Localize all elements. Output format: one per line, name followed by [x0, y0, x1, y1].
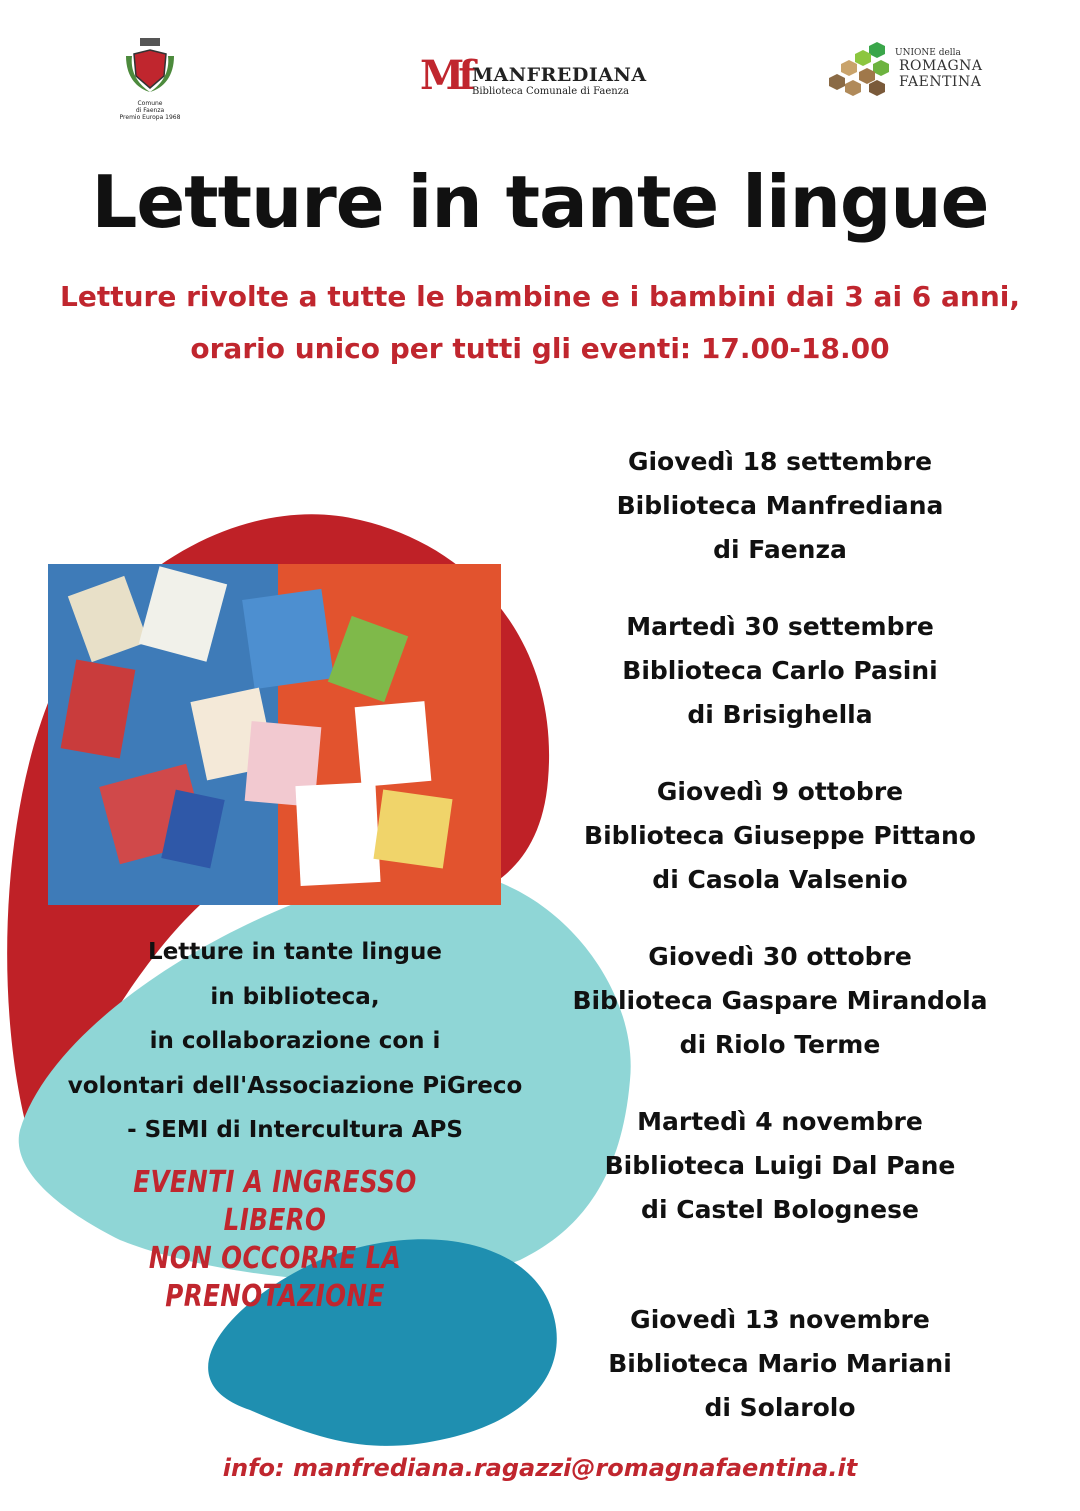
event-place: di Castel Bolognese [641, 1195, 919, 1224]
event-date: Giovedì 9 ottobre [656, 777, 904, 806]
collaboration-line: in biblioteca, [210, 983, 380, 1010]
event-library: Biblioteca Luigi Dal Pane [604, 1151, 956, 1180]
event-date: Martedì 4 novembre [637, 1107, 923, 1136]
collaboration-line: in collaborazione con i [149, 1028, 441, 1054]
manfrediana-name: MANFREDIANA [472, 64, 647, 86]
subtitle-line-1: Letture rivolte a tutte le bambine e i bambini dai 3 ai 6 anni, [59, 280, 1021, 313]
event-place: di Faenza [713, 535, 847, 564]
comune-logo-line3: Premio Europa 1968 [119, 114, 181, 121]
event-item [560, 935, 1000, 1067]
collaboration-note [40, 930, 550, 1153]
event-item [560, 605, 1000, 737]
event-library: Biblioteca Mario Mariani [608, 1349, 952, 1378]
comune-faenza-logo [115, 36, 185, 121]
unione-logo-line3: FAENTINA [899, 74, 982, 90]
event-place: di Riolo Terme [679, 1030, 881, 1059]
event-date: Giovedì 30 ottobre [648, 942, 912, 971]
unione-romagna-faentina-logo [825, 40, 995, 110]
event-place: di Casola Valsenio [652, 865, 908, 894]
subtitle-line-2: orario unico per tutti gli eventi: 17.00-18.00 [190, 332, 890, 365]
event-item [560, 770, 1000, 902]
free-entry-notice [82, 1164, 467, 1316]
event-date: Giovedì 18 settembre [627, 447, 933, 476]
comune-logo-line1: Comune [137, 100, 163, 107]
books-photo [48, 564, 501, 905]
event-library: Biblioteca Manfrediana [616, 491, 944, 520]
free-entry-line: EVENTI A INGRESSO LIBERO [133, 1165, 417, 1238]
event-date: Martedì 30 settembre [626, 612, 934, 641]
collaboration-line: - SEMI di Intercultura APS [127, 1117, 463, 1143]
event-item [560, 440, 1000, 572]
manfrediana-mark: Mf [420, 52, 470, 99]
event-date: Giovedì 13 novembre [630, 1305, 930, 1334]
unione-logo-line1: UNIONE della [895, 48, 961, 58]
event-library: Biblioteca Giuseppe Pittano [584, 821, 976, 850]
collaboration-line: Letture in tante lingue [148, 939, 442, 965]
manfrediana-subtitle: Biblioteca Comunale di Faenza [472, 86, 629, 97]
comune-logo-line2: di Faenza [135, 107, 165, 114]
event-place: di Brisighella [687, 700, 873, 729]
page-title: Letture in tante lingue [91, 160, 989, 244]
collaboration-line: volontari dell'Associazione PiGreco [67, 1072, 523, 1099]
info-email[interactable]: info: manfrediana.ragazzi@romagnafaentina.it [222, 1454, 858, 1482]
coat-of-arms-icon [120, 36, 180, 96]
event-item [560, 1100, 1000, 1232]
hexagon-cluster-icon [825, 40, 897, 106]
books-illustration [48, 564, 501, 905]
event-library: Biblioteca Gaspare Mirandola [572, 986, 988, 1015]
free-entry-line: NON OCCORRE LA PRENOTAZIONE [148, 1241, 402, 1314]
unione-logo-line2: ROMAGNA [899, 58, 983, 74]
events-list [560, 440, 1000, 1430]
event-library: Biblioteca Carlo Pasini [622, 656, 938, 685]
event-place: di Solarolo [704, 1393, 856, 1422]
event-item [560, 1298, 1000, 1430]
